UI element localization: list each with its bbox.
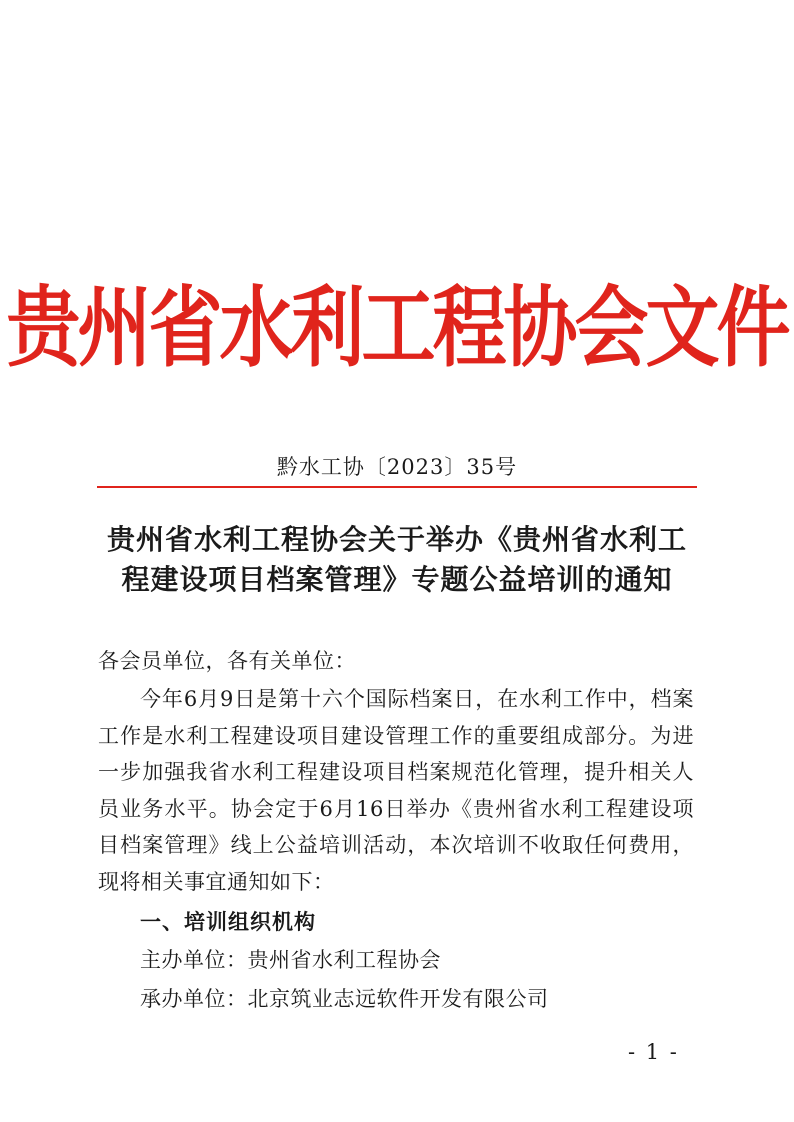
document-title: 贵州省水利工程协会关于举办《贵州省水利工程建设项目档案管理》专题公益培训的通知 <box>106 523 687 596</box>
host-unit-line: 主办单位：贵州省水利工程协会 <box>140 948 441 972</box>
organizer-unit-line: 承办单位：北京筑业志远软件开发有限公司 <box>140 987 549 1011</box>
red-divider-rule <box>97 486 697 488</box>
body-paragraph: 今年6月9日是第十六个国际档案日，在水利工作中，档案工作是水利工程建设项目建设管理工作的重要组成部分。为进一步加强我省水利工程建设项目档案规范化管理，提升相关人员业务水平。协会定于6月16日举办《贵州省水利工程建设项目档案管理》线上公益培训活动，本次培训不收取任何费用，现将相关事宜通知如下： <box>98 687 694 894</box>
page-number: - 1 - <box>628 1040 679 1064</box>
org-header-title: 贵州省水利工程协会文件 <box>6 277 788 380</box>
document-number: 黔水工协〔2023〕35号 <box>276 455 518 479</box>
section-heading-1: 一、培训组织机构 <box>140 910 316 934</box>
salutation: 各会员单位，各有关单位： <box>98 649 356 673</box>
